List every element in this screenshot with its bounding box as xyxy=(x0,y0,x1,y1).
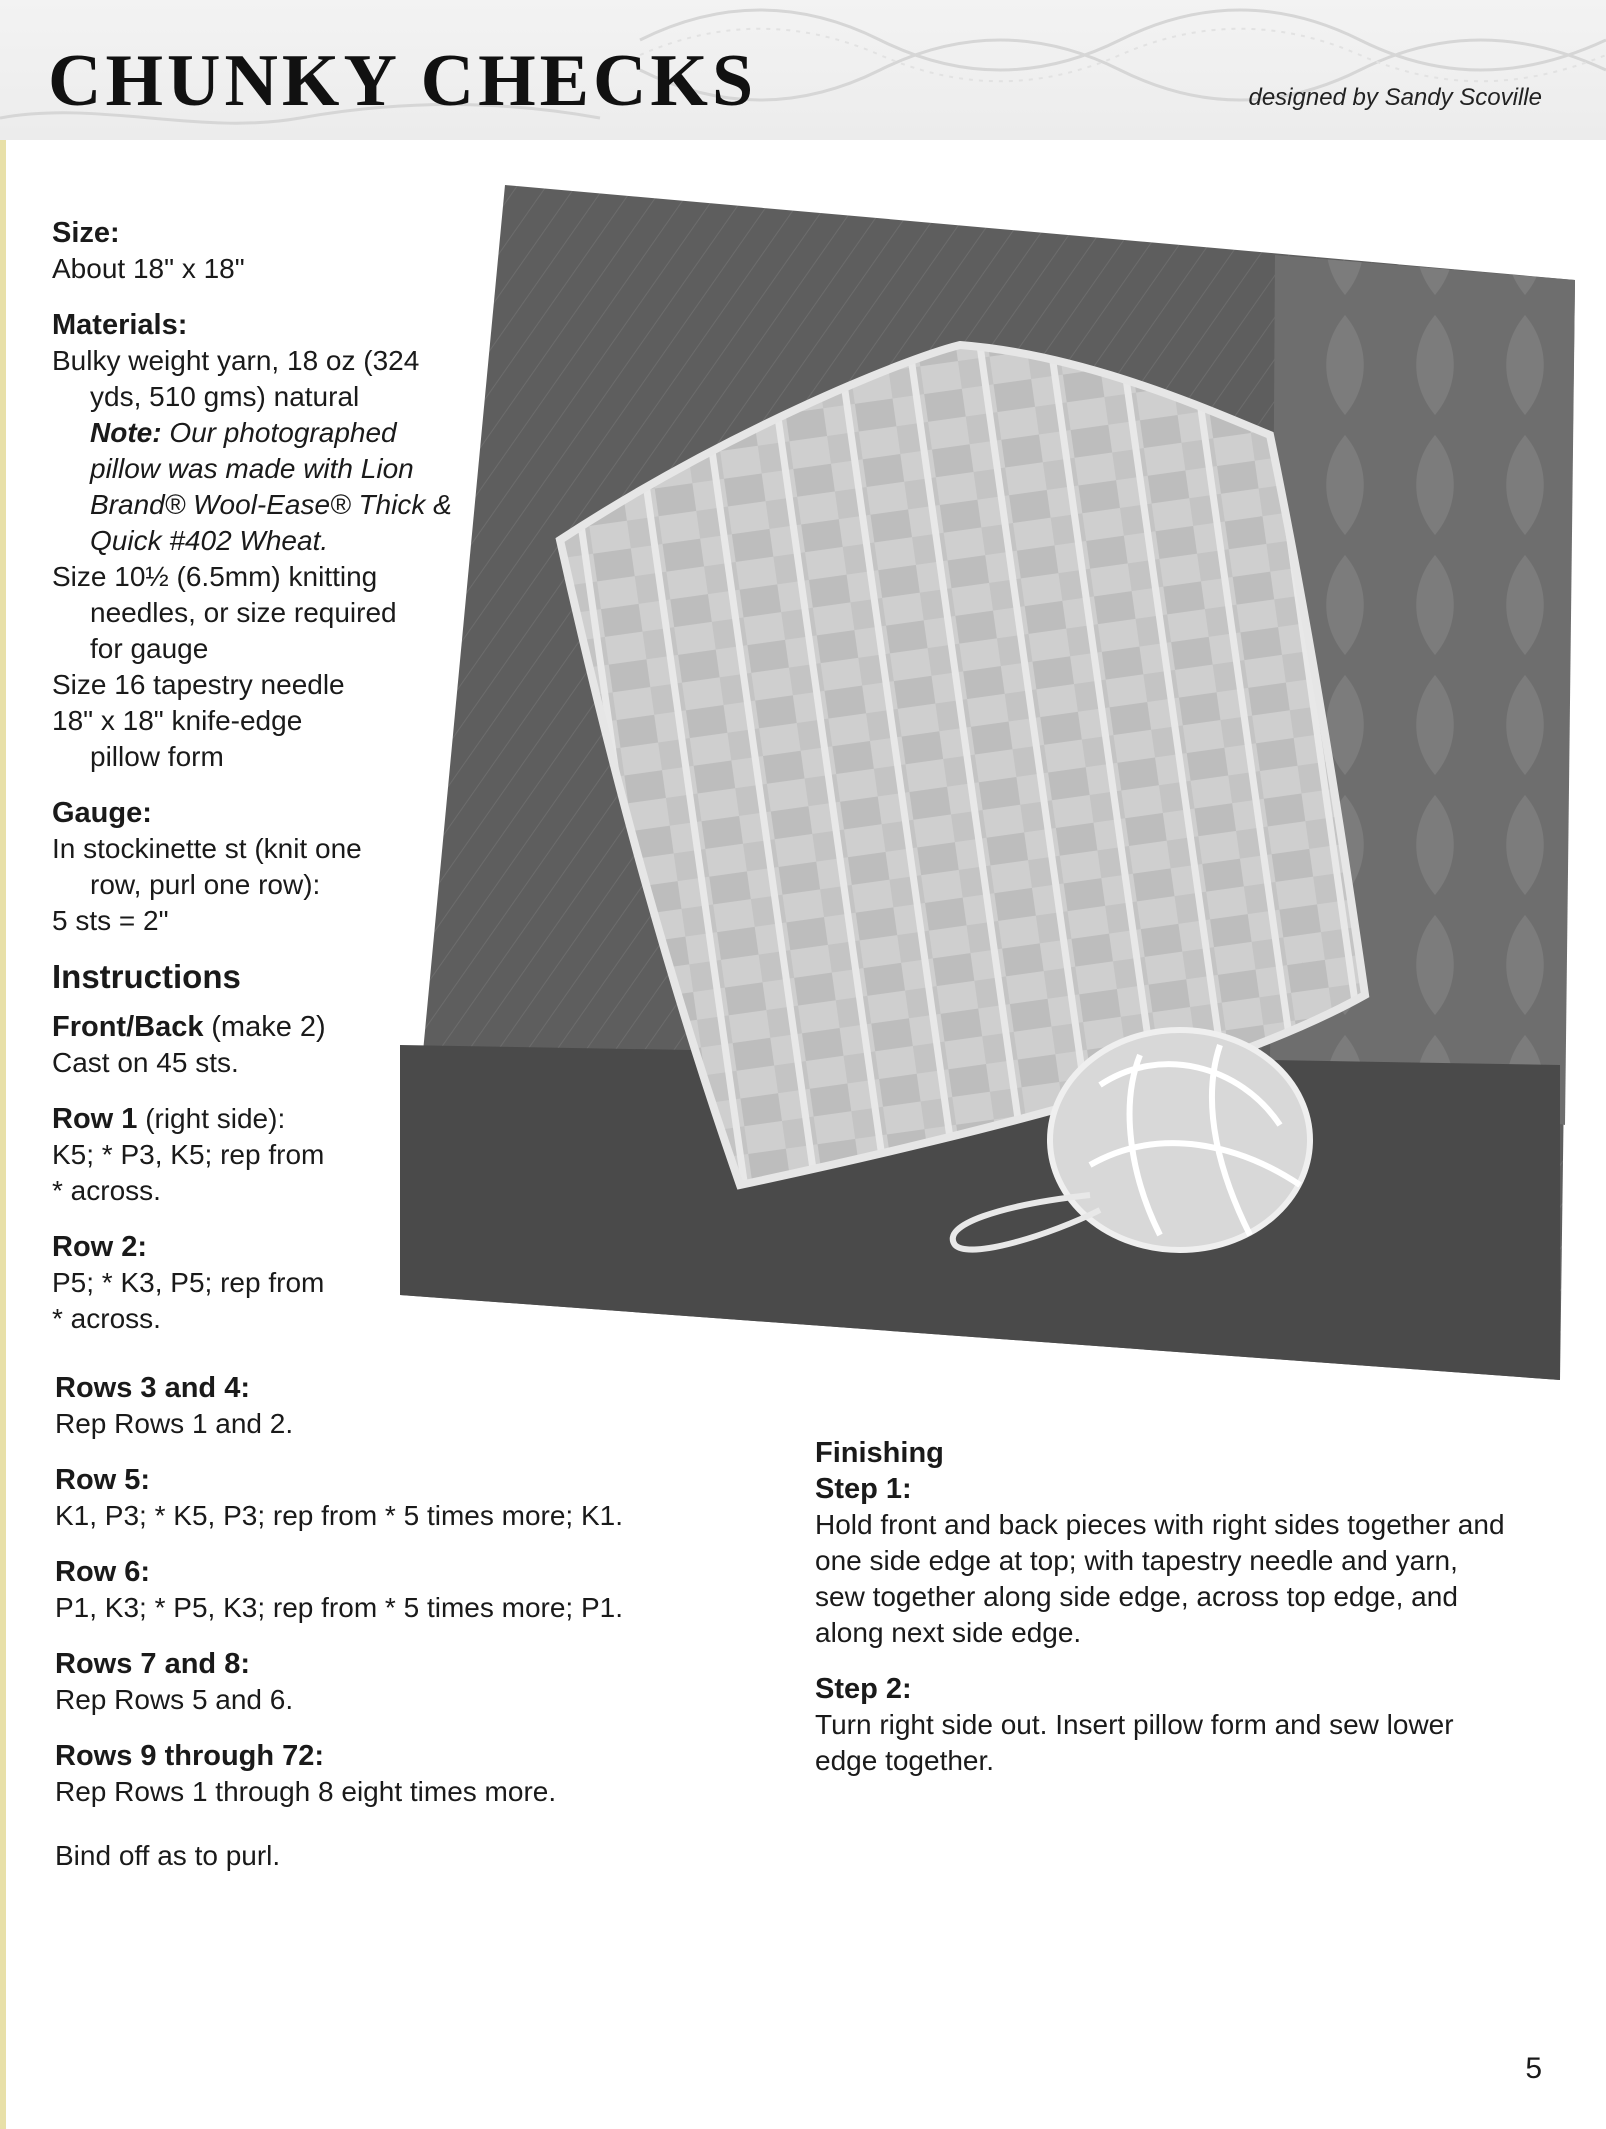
materials-heading: Materials: xyxy=(52,309,188,341)
needles-line: for gauge xyxy=(90,633,209,664)
row5-label: Row 5: xyxy=(55,1464,151,1496)
step1-section xyxy=(815,1471,1555,1651)
step1-text: Hold front and back pieces with right sides together and xyxy=(815,1509,1505,1540)
step1-text: sew together along side edge, across top edge, and xyxy=(815,1581,1458,1612)
step1-label: Step 1: xyxy=(815,1473,912,1505)
note-line: pillow was made with Lion xyxy=(90,453,414,484)
step2-section xyxy=(815,1671,1555,1779)
cast-on-text: Cast on 45 sts. xyxy=(52,1047,239,1078)
step2-text: Turn right side out. Insert pillow form and sew lower xyxy=(815,1709,1454,1740)
rows34-text: Rep Rows 1 and 2. xyxy=(55,1408,294,1439)
size-heading: Size: xyxy=(52,217,120,249)
note-label: Note: xyxy=(90,417,162,448)
size-value: About 18" x 18" xyxy=(52,253,245,284)
designer-credit: designed by Sandy Scoville xyxy=(1248,84,1542,111)
row2-text: * across. xyxy=(52,1303,161,1334)
step2-text: edge together. xyxy=(815,1745,995,1776)
step2-label: Step 2: xyxy=(815,1673,912,1705)
row1-text: K5; * P3, K5; rep from xyxy=(52,1139,325,1170)
pillow-form-line: 18" x 18" knife-edge xyxy=(52,705,303,736)
tapestry-needle-line: Size 16 tapestry needle xyxy=(52,669,345,700)
needles-line: needles, or size required xyxy=(90,597,397,628)
rows972-label: Rows 9 through 72: xyxy=(55,1740,325,1772)
finishing-heading: Finishing xyxy=(815,1437,944,1469)
rows78-section xyxy=(55,1646,655,1718)
rows972-section xyxy=(55,1738,655,1810)
pillow-form-line: pillow form xyxy=(90,741,224,772)
rows78-text: Rep Rows 5 and 6. xyxy=(55,1684,294,1715)
row1-note: (right side): xyxy=(145,1103,286,1134)
left-column-lower xyxy=(55,1370,655,1894)
row1-label: Row 1 xyxy=(52,1103,138,1135)
row6-label: Row 6: xyxy=(55,1556,151,1588)
row6-text: P1, K3; * P5, K3; rep from * 5 times more; P1. xyxy=(55,1592,624,1623)
note-text: Our photographed xyxy=(169,417,397,448)
row2-text: P5; * K3, P5; rep from xyxy=(52,1267,325,1298)
gauge-line: In stockinette st (knit one xyxy=(52,833,362,864)
header-banner xyxy=(0,0,1606,140)
step1-text: one side edge at top; with tapestry needle and yarn, xyxy=(815,1545,1458,1576)
gauge-heading: Gauge: xyxy=(52,797,152,829)
note-line: Quick #402 Wheat. xyxy=(90,525,329,556)
bind-off-text: Bind off as to purl. xyxy=(55,1840,281,1871)
page-title: CHUNKY CHECKS xyxy=(48,40,758,122)
instructions-heading: Instructions xyxy=(52,958,241,995)
row2-label: Row 2: xyxy=(52,1231,148,1263)
note-line: Brand® Wool-Ease® Thick & xyxy=(90,489,452,520)
gauge-line: 5 sts = 2" xyxy=(52,905,169,936)
step1-text: along next side edge. xyxy=(815,1617,1082,1648)
page-number: 5 xyxy=(1525,2052,1542,2085)
pillow-photo xyxy=(400,185,1580,1385)
yarn-line: yds, 510 gms) natural xyxy=(90,381,360,412)
row1-text: * across. xyxy=(52,1175,161,1206)
yarn-line: Bulky weight yarn, 18 oz (324 xyxy=(52,345,420,376)
row5-section xyxy=(55,1462,655,1534)
gauge-line: row, purl one row): xyxy=(90,869,321,900)
rows34-label: Rows 3 and 4: xyxy=(55,1372,250,1404)
needles-line: Size 10½ (6.5mm) knitting xyxy=(52,561,378,592)
front-back-label: Front/Back xyxy=(52,1011,204,1043)
row6-section xyxy=(55,1554,655,1626)
rows78-label: Rows 7 and 8: xyxy=(55,1648,250,1680)
page-edge xyxy=(0,0,6,2129)
finishing-column xyxy=(815,1435,1555,1799)
rows972-text: Rep Rows 1 through 8 eight times more. xyxy=(55,1776,557,1807)
front-back-note: (make 2) xyxy=(211,1011,326,1043)
row5-text: K1, P3; * K5, P3; rep from * 5 times more; K1. xyxy=(55,1500,624,1531)
